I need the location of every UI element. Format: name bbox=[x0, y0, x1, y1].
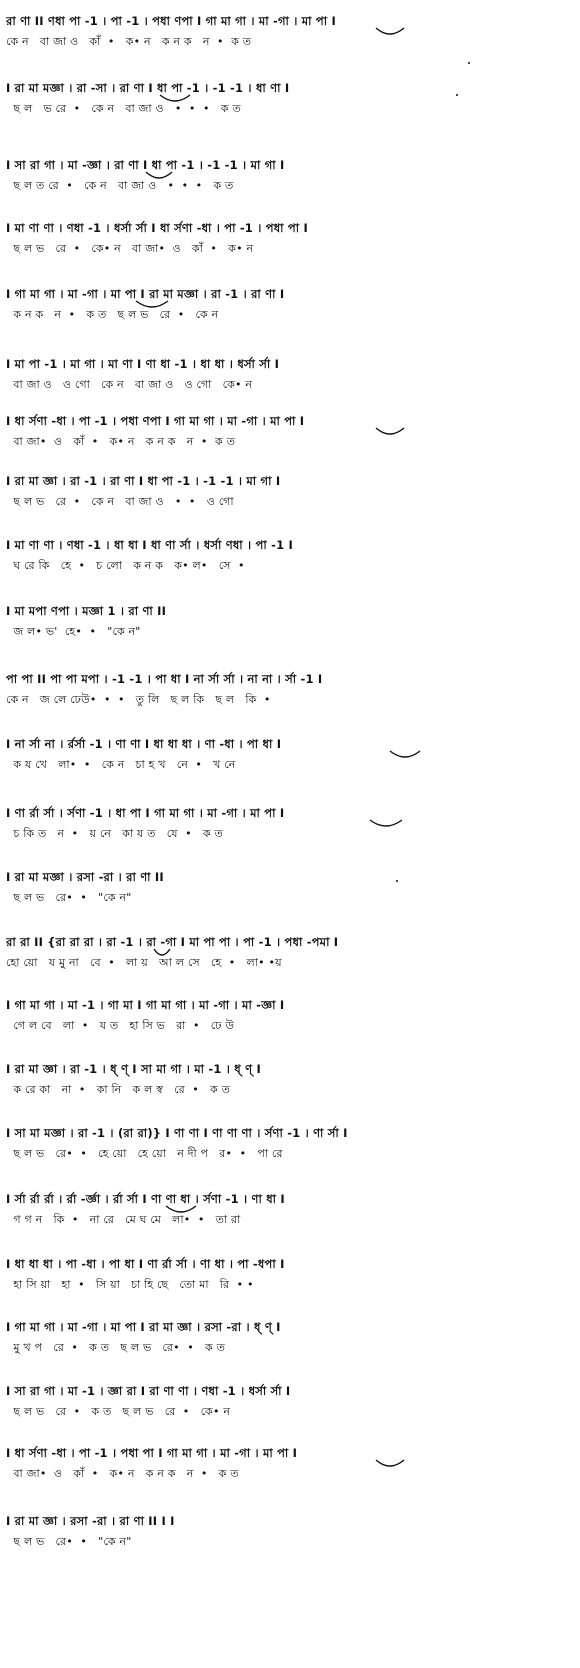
slur-curve bbox=[166, 1206, 196, 1212]
notation-line bbox=[0, 470, 580, 522]
lyric-row: কে ন জ লে ঢেউ• • • তু লি ছ ল কি ছ ল কি • bbox=[6, 693, 271, 706]
lyric-row: বা জা• ও কাঁ • ক• ন ক ন ক ন • ক ত bbox=[6, 1467, 239, 1480]
scan-dot bbox=[456, 94, 458, 96]
notation-line bbox=[0, 10, 580, 62]
lyric-row: ক রে কা না • কা নি ক ল স্ব রে • ক ত bbox=[6, 1083, 231, 1096]
notation-line bbox=[0, 77, 580, 129]
swara-row: পা পা II পা পা মপা । -1 -1 । পা ধা I না র্সা র্সা । না না । র্সা -1 I bbox=[6, 672, 323, 686]
swara-row: I রা মা জ্ঞা । রা -1 । রা ণা I ধা পা -1 । -1 -1 । মা গা I bbox=[6, 474, 281, 488]
swara-row: রা ণা II ণধা পা -1 । পা -1 । পধা ণপা I গা মা গা । মা -গা । মা পা I bbox=[6, 14, 336, 28]
swara-row: I না র্সা না । র্রর্সা -1 । ণা ণা I ধা ধা ধা । ণা -ধা । পা ধা I bbox=[6, 737, 282, 751]
notation-line bbox=[0, 668, 580, 720]
swara-row: I রা মা মজ্ঞা । রসা -রা । রা ণা II bbox=[6, 870, 164, 884]
lyric-row: হো য়ো য মু না বে • লা য় আ ল সে হে • লা• •য় bbox=[6, 956, 282, 969]
notation-line bbox=[0, 600, 580, 652]
notation-line bbox=[0, 1442, 580, 1494]
slur-mark bbox=[0, 1442, 580, 1494]
lyric-row: বা জা ও ও গো কে ন বা জা ও ও গো কে• ন bbox=[6, 378, 253, 391]
lyric-row: ছ ল ভ রে• • হে য়ো হে য়ো ন দী প র• • পা রে bbox=[6, 1147, 283, 1160]
notation-line bbox=[0, 994, 580, 1046]
swara-row: I গা মা গা । মা -গা । মা পা I রা মা জ্ঞা । রসা -রা । ধ্ ণ্ I bbox=[6, 1320, 281, 1334]
lyric-row: মু খ প রে • ক ত ছ ল ভ রে• • ক ত bbox=[6, 1341, 226, 1354]
lyric-row: ছ ল ভ রে• • "কে ন" bbox=[6, 891, 132, 904]
swara-row: I রা মা মজ্ঞা । রা -সা । রা ণা I ধা পা -1 । -1 -1 । ধা ণা I bbox=[6, 81, 290, 95]
notation-line bbox=[0, 733, 580, 785]
notation-line bbox=[0, 1188, 580, 1240]
swara-row: I মা পা -1 । মা গা । মা ণা I ণা ধা -1 । ধা ধা । ধর্সা র্সা I bbox=[6, 357, 280, 371]
notation-line bbox=[0, 1316, 580, 1368]
lyric-row: ছ ল ভ রে • কে• ন বা জা• ও কাঁ • ক• ন bbox=[6, 242, 254, 255]
slur-curve bbox=[390, 751, 420, 757]
lyric-row: বা জা• ও কাঁ • ক• ন ক ন ক ন • ক ত bbox=[6, 435, 236, 448]
notation-line bbox=[0, 217, 580, 269]
lyric-row: গ গ ন কি • না রে মে ঘ মে লা• • তা রা bbox=[6, 1213, 241, 1226]
slur-mark bbox=[0, 10, 580, 62]
lyric-row: জ ল• ভ' হে• • "কে ন" bbox=[6, 625, 141, 638]
swara-row: I সা মা মজ্ঞা । রা -1 । (রা রা)} I ণা ণা I ণা ণা ণা । র্সণা -1 । ণা র্সা I bbox=[6, 1126, 348, 1140]
swara-row: I সা রা গা । মা -জ্ঞা । রা ণা I ধা পা -1 । -1 -1 । মা গা I bbox=[6, 158, 285, 172]
slur-curve bbox=[376, 1460, 404, 1466]
lyric-row: হা সি য়া হা • সি য়া চা হি ছে তো মা রি • • bbox=[6, 1278, 254, 1291]
lyric-row: ছ ল ভ রে • কে ন বা জা ও • • • ক ত bbox=[6, 102, 241, 115]
slur-curve bbox=[370, 820, 402, 826]
slur-mark bbox=[0, 931, 580, 983]
notation-line bbox=[0, 534, 580, 586]
notation-line bbox=[0, 1510, 580, 1562]
scan-dot bbox=[468, 62, 470, 64]
notation-line bbox=[0, 866, 580, 918]
swara-row: I মা ণা ণা । ণধা -1 । ধা ধা I ধা ণা র্সা । ধর্সা ণধা । পা -1 I bbox=[6, 538, 293, 552]
swara-row: I মা মপা ণপা । মজ্ঞা 1 । রা ণা II bbox=[6, 604, 167, 618]
notation-line bbox=[0, 802, 580, 854]
swara-row: I গা মা গা । মা -1 । গা মা I গা মা গা । মা -গা । মা -জ্ঞা I bbox=[6, 998, 285, 1012]
notation-line bbox=[0, 1122, 580, 1174]
swara-row: I রা মা জ্ঞা । রসা -রা । রা ণা II I I bbox=[6, 1514, 175, 1528]
swara-row: I রা মা জ্ঞা । রা -1 । ধ্ ণ্ I সা মা গা । মা -1 । ধ্ ণ্ I bbox=[6, 1062, 261, 1076]
slur-curve bbox=[376, 28, 404, 34]
notation-line bbox=[0, 353, 580, 405]
notation-line bbox=[0, 1380, 580, 1432]
lyric-row: ক ন ক ন • ক ত ছ ল ভ রে • কে ন bbox=[6, 308, 219, 321]
notation-line bbox=[0, 154, 580, 206]
slur-mark bbox=[0, 733, 580, 785]
slur-mark bbox=[0, 154, 580, 206]
slur-mark bbox=[0, 283, 580, 335]
swara-row: রা রা II {রা রা রা । রা -1 । রা -গা I মা পা পা । পা -1 । পধা -পমা I bbox=[6, 935, 339, 949]
swara-row: I র্সা র্রা র্রা । র্রা -র্জ্ঞা । র্রা র্সা I ণা ণা ধা । র্সণা -1 । ণা ধা I bbox=[6, 1192, 285, 1206]
lyric-row: ঘ রে কি হে • চ লো ক ন ক ক• ল• সে • bbox=[6, 559, 245, 572]
notation-line bbox=[0, 931, 580, 983]
swara-row: I সা রা গা । মা -1 । জ্ঞা রা I রা ণা ণা । ণধা -1 । ধর্সা র্সা I bbox=[6, 1384, 291, 1398]
lyric-row: ছ ল ত রে • কে ন বা জা ও • • • ক ত bbox=[6, 179, 234, 192]
slur-mark bbox=[0, 1188, 580, 1240]
notation-line bbox=[0, 1058, 580, 1110]
notation-line bbox=[0, 1253, 580, 1305]
slur-mark bbox=[0, 77, 580, 129]
lyric-row: ছ ল ভ রে • ক ত ছ ল ভ রে • কে• ন bbox=[6, 1405, 231, 1418]
swara-row: I ধা র্সণা -ধা । পা -1 । পধা ণপা I গা মা গা । মা -গা । মা পা I bbox=[6, 414, 305, 428]
lyric-row: ছ ল ভ রে• • "কে ন" bbox=[6, 1535, 132, 1548]
lyric-row: চ কি ত ন • য় নে কা য ত যে • ক ত bbox=[6, 827, 223, 840]
slur-curve bbox=[376, 428, 404, 434]
lyric-row: ছ ল ভ রে • কে ন বা জা ও • • ও গো bbox=[6, 495, 234, 508]
notation-line bbox=[0, 283, 580, 335]
scan-dot bbox=[396, 880, 398, 882]
swara-row: I গা মা গা । মা -গা । মা পা I রা মা মজ্ঞা । রা -1 । রা ণা I bbox=[6, 287, 285, 301]
swara-row: I ণা র্রা র্সা । র্সণা -1 । ধা পা I গা মা গা । মা -গা । মা পা I bbox=[6, 806, 285, 820]
slur-mark bbox=[0, 410, 580, 462]
lyric-row: কে ন বা জা ও কাঁ • ক• ন ক ন ক ন • ক ত bbox=[6, 35, 252, 48]
lyric-row: ক য খে লা• • কে ন চা হ খ নে • খ নে bbox=[6, 758, 236, 771]
notation-line bbox=[0, 410, 580, 462]
swara-row: I ধা ধা ধা । পা -ধা । পা ধা I ণা র্রা র্সা । ণা ধা । পা -ধপা I bbox=[6, 1257, 285, 1271]
slur-curve bbox=[154, 949, 170, 955]
slur-curve bbox=[160, 95, 190, 101]
lyric-row: গে ল বে লা • য ত হা সি ভ রা • ঢে উ bbox=[6, 1019, 235, 1032]
swara-row: I মা ণা ণা । ণধা -1 । ধর্সা র্সা I ধা র্সণা -ধা । পা -1 । পধা পা I bbox=[6, 221, 308, 235]
slur-curve bbox=[146, 172, 172, 178]
slur-mark bbox=[0, 802, 580, 854]
swara-row: I ধা র্সণা -ধা । পা -1 । পধা পা I গা মা গা । মা -গা । মা পা I bbox=[6, 1446, 298, 1460]
slur-curve bbox=[136, 301, 168, 307]
